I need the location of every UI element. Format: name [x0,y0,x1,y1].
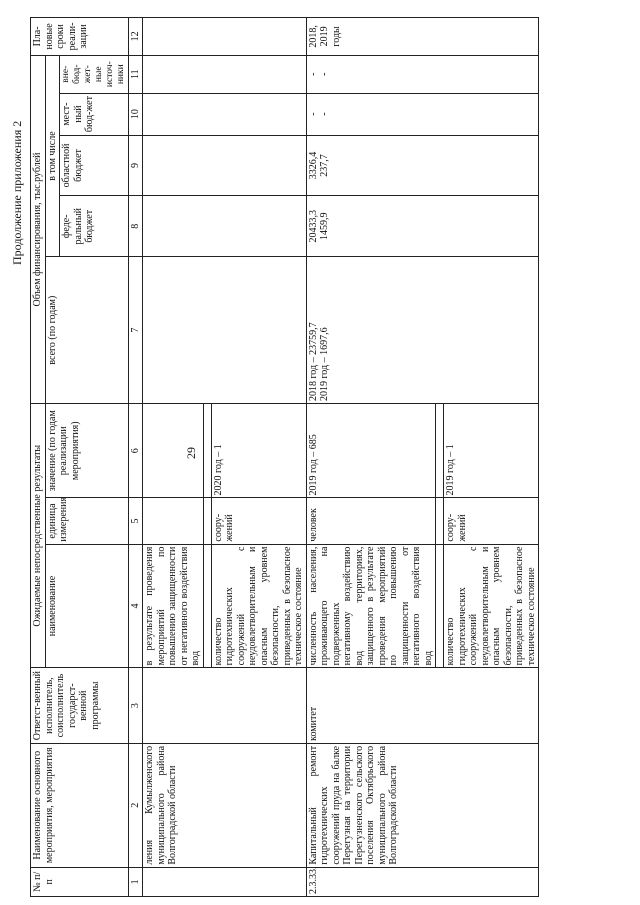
result-unit [143,498,204,544]
col-number: 7 [128,257,143,404]
header-unit: единица измерения [45,498,128,544]
finance-extra [143,55,307,93]
finance-regional: 3326,4 237,7 [306,135,539,196]
table-row [143,18,204,897]
finance-local [143,93,307,135]
header-federal: феде-ральный бюджет [60,196,129,257]
header-incl: в том числе [45,55,60,256]
finance-total [143,257,307,404]
col-number: 10 [128,93,143,135]
page-number: 29 [184,447,198,459]
result-value: 2019 год – 1 [444,404,539,498]
header-results: Ожидаемые непосредственные результаты [31,404,46,668]
result-name: численность населения, проживающего на подверженных негативному воздействию вод территориях, защищенного в результате проведения мероприятий по повышению защищенности от негативного воздействия вод [306,544,436,668]
header-local: мест-ный бюд-жет [60,93,129,135]
header-executor: Ответст-венный исполнитель, соисполнитель государст-венной программы [31,668,129,744]
header-num: № п/п [31,867,129,896]
result-name: в результате проведения мероприятий по повышению защищенности от негативного воздействия вод [143,544,204,668]
result-value: 2019 год – 685 [306,404,436,498]
result-value [143,404,204,498]
executor: комитет [306,668,539,744]
header-total: всего (по годам) [45,257,128,404]
header-regional: областной бюджет [60,135,129,196]
header-measure: Наименование основного мероприятия, мероприятия [31,743,129,867]
result-name: количество гидротехнических сооружений с неудовлетворительным и опасным уровнем безопасности, приведенных в безопасное техническое состояние [211,544,306,668]
col-number: 3 [128,668,143,744]
col-number: 12 [128,18,143,56]
column-numbers-row [128,18,143,897]
col-number: 9 [128,135,143,196]
finance-federal [143,196,307,257]
measure-name: ления Кумылженского муниципального района Волгоградской области [143,743,307,867]
measure-name: Капитальный ремонт гидротехнических сооружений пруда на балке Перегузная на территории Перегузненского сельского поселения Октябрьского муниципального района Волгоградской области [306,743,539,867]
col-number: 5 [128,498,143,544]
finance-federal: 20433,3 1459,9 [306,196,539,257]
col-number: 6 [128,404,143,498]
finance-regional [143,135,307,196]
col-number: 1 [128,867,143,896]
col-number: 11 [128,55,143,93]
finance-extra: - - [306,55,539,93]
header-terms: Пла-новые сроки реали-зации [31,18,129,56]
header-finance: Объем финансирования, тыс.рублей [31,55,46,403]
header-extra: вне-бюд-жет-ные источ-ники [60,55,129,93]
table-caption: Продолжение приложения 2 [10,120,24,265]
result-unit: соору-жений [444,498,539,544]
program-table [30,17,539,897]
result-unit: человек [306,498,436,544]
finance-total: 2018 год – 23759,7 2019 год – 1697,6 [306,257,539,404]
col-number: 8 [128,196,143,257]
terms: 2018, 2019 годы [306,18,539,56]
result-unit: соору-жений [211,498,306,544]
row-num [143,867,307,896]
finance-local: - - [306,93,539,135]
header-value: значение (по годам реализации мероприятия) [45,404,128,498]
col-number: 2 [128,743,143,867]
executor [143,668,307,744]
table-row [306,18,436,897]
result-value: 2020 год – 1 [211,404,306,498]
col-number: 4 [128,544,143,668]
row-num: 2.3.33. [306,867,539,896]
header-result-name: наименование [45,544,128,668]
result-name: количество гидротехнических сооружений с неудовлетворительным и опасным уровнем безопасности, приведенных в безопасное техническое состояние [444,544,539,668]
terms [143,18,307,56]
